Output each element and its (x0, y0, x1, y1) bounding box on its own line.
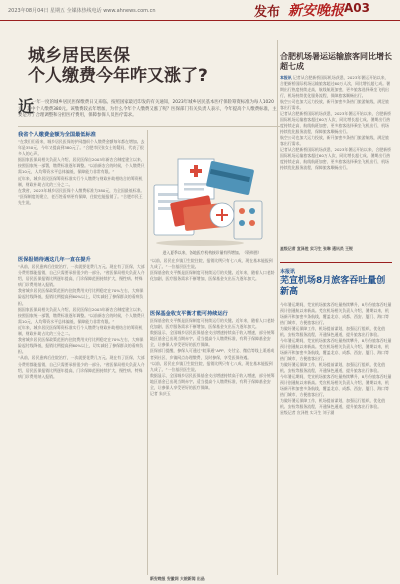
paragraph: 数据显示，全国城乡居民医保基金支出增速持续高于收入增速，部分统筹地区基金已出现当期赤字。适当提高个人缴费标准，有利于保障基金安全，让参保人享受更好的医疗保障。 (150, 330, 275, 348)
paragraph: 今年暑运期间，芜宣机场旅客吞吐量持续攀升，8月份旅客吞吐量预计创通航以来新高。芜宣机场相关负责人介绍，暑期以来，机场新开和加密多条航线，覆盖北京、成都、西安、厦门、海口等热门城市，方便旅客出行。 (280, 374, 392, 397)
side-story-1-body (280, 75, 392, 245)
side-story-2-label: 本报讯 (280, 269, 296, 275)
paragraph: “在我们们看来，城乡居民医保的护网越织个人缴费金额每年都在增加。去年是350元，今年又提高到380元了。”合肥市民张女士的疑问，代表了很多人的心声。 (18, 139, 145, 157)
paragraph: 近年来，城乡居民医保筹资标准实行个人缴费与财政补助相结合的筹资机制，财政补助占比约三分之二。 (18, 175, 143, 187)
reporter-byline: 记者 朱庆玉 (150, 391, 171, 397)
column-2-bottom (150, 318, 276, 574)
paragraph: 航空公司也加大运力投放，新开加密多条热门旅游航线，满足旅客出行需求。 (280, 99, 389, 110)
paragraph: 记者从合肥新桥国际机场获悉，2023年暑运开始以来，合肥新桥国际机场运输旅客超过60万人次，同比增长超七成。暑期出行热度持续走高，航线航班加密，更多旅客选择乘坐飞机出行，机场持续优化服务流程，保障旅客顺畅出行。 (280, 75, 390, 98)
main-headline (28, 46, 278, 86)
page-header (0, 0, 400, 21)
column-1-top (18, 139, 146, 253)
issue-meta: 2023年08月04日 星期五 全媒体热线电话 www.ahnews.com.cn (8, 8, 156, 14)
lead-text: 一年一度的城乡居民医保缴费日又来临。按照国家最近印发的有关通知，2023年城乡居民基本医疗保险筹资标准为每人1020元，其中个人缴费380元。该缴费较去年增加，为什么今年个人缴费又涨了呢？医保部门有关负责人表示，今年提高个人缴费标准，主要是为了合理调整和分担医疗费用，保障参保人员医疗需求。 (18, 100, 277, 119)
paragraph: 在我省，2023年城乡居民医保个人缴费标准为380元，为全国最低标准。 (18, 187, 145, 193)
paragraph: 据国家医保局相关负责人介绍，居民医保自2003年新农合制度建立以来，按照国家统一部署，缴费标准逐年调整。“以前新农合的时候，个人缴费只需10元，人均筹资水平总体偏低，保障能力非常有限。” (18, 157, 145, 175)
paragraph: “从前，居民患病后住院治疗，一次就要花费几万元。现在有了医保，大部分费用都能报销，自己只需要承担很少的一部分。”省医保局相关负责人介绍，居民医保报销比例逐年提高，门诊保障范围持续扩大，慢性病、特殊病门诊费用纳入报销。 (18, 355, 145, 379)
story-separator (280, 262, 392, 263)
column-1-bottom (18, 264, 146, 574)
paragraph: 据国家医保局相关负责人介绍，居民医保自2003年新农合制度建立以来，按照国家统一部署，缴费标准逐年调整。“以前新农合的时候，个人缴费只需10元，人均筹资水平总体偏低，保障能力非常有限。” (18, 306, 145, 324)
subhead-2: 医保报销待遇这几年一直在提升 (18, 257, 91, 263)
medical-insurance-illustration (150, 145, 270, 249)
paragraph: 为做好暑运保障工作，机场提前谋划，加强运行组织，优化值机、安检等服务流程，开通绿色通道，提升旅客出行体验。 (280, 362, 386, 373)
paragraph: 近年来，城乡居民医保筹资标准实行个人缴费与财政补助相结合的筹资机制，财政补助占比约三分之二。 (18, 324, 143, 337)
paragraph: 今年暑运期间，芜宣机场旅客吞吐量持续攀升，8月份旅客吞吐量预计创通航以来新高。芜宣机场相关负责人介绍，暑期以来，机场新开和加密多条航线，覆盖北京、成都、西安、厦门、海口等热门城市，方便旅客出行。 (280, 338, 392, 361)
divider (18, 126, 280, 127)
reporter-byline: 星级记者 宣泽胜 实习生 刘子涵 (280, 410, 335, 415)
side-headline-2: 芜宣机场8月旅客吞吐量创新高 (280, 276, 386, 297)
side-headline-1: 合肥机场暑运运输旅客同比增长超七成 (280, 52, 392, 71)
paragraph: 数据显示，全国城乡居民医保基金支出增速持续高于收入增速，部分统筹地区基金已出现当期赤字。适当提高个人缴费标准，有利于保障基金安全，让参保人享受更好的医疗保障。 (150, 372, 275, 391)
headline-line-1: 城乡居民医保 (28, 46, 130, 66)
column-divider (277, 40, 278, 575)
column-2-top (150, 258, 276, 308)
paragraph: 为做好暑运保障工作，机场提前谋划，加强运行组织，优化值机、安检等服务流程，开通绿色通道，提升旅客出行体验。 (280, 398, 386, 409)
paragraph: “以前，居民在乡镇卫生院住院，报销比例只有七八成，现在基本能报到九成了。”一位基层医生说。 (150, 360, 273, 372)
paragraph: 医保基金收支平衡是医保制度可持续运行的关键。近年来，随着人口老龄化加剧，医疗服务需求不断增加，医保基金支出压力逐年加大。 (150, 270, 275, 282)
column-divider (147, 130, 148, 575)
paragraph: 医保基金收支平衡是医保制度可持续运行的关键。近年来，随着人口老龄化加剧，医疗服务需求不断增加，医保基金支出压力逐年加大。 (150, 318, 275, 330)
story-tag: 本报讯 (280, 75, 292, 80)
paragraph: 航空公司也加大运力投放，新开加密多条热门旅游航线，满足旅客出行需求。 (280, 135, 389, 146)
paragraph: 今年暑运期间，芜宣机场旅客吞吐量持续攀升，8月份旅客吞吐量预计创通航以来新高。芜宣机场相关负责人介绍，暑期以来，机场新开和加密多条航线，覆盖北京、成都、西安、厦门、海口等热门城市，方便旅客出行。 (280, 302, 392, 325)
image-caption: 进入夏季以来，各地医疗机构接诊量有所增加。（资料图） (162, 250, 262, 255)
paragraph: 我省城乡居民医保政策范围内住院费用支付比例稳定在70%左右，大病保险起付线降低，报销比例提高到60%以上，切实减轻了参保群众的看病负担。 (18, 337, 144, 355)
drop-cap: 近 (18, 97, 35, 116)
side-story-2-body (280, 302, 392, 564)
paragraph: 我省城乡居民医保政策范围内住院费用支付比例稳定在70%左右，大病保险起付线降低，报销比例提高到60%以上，切实减轻了参保群众的看病负担。 (18, 288, 144, 306)
paragraph: 医保部门提醒，参保人可通过“皖事通”APP、支付宝、微信等线上渠道或者到社区、乡镇网点办理缴费，及时参保，享受医保待遇。 (150, 348, 275, 360)
paragraph: 记者从合肥新桥国际机场获悉，2023年暑运开始以来，合肥新桥国际机场运输旅客超过60万人次，同比增长超七成。暑期出行热度持续走高，航线航班加密，更多旅客选择乘坐飞机出行，机场持续优化服务流程，保障旅客顺畅出行。 (280, 111, 392, 134)
subhead-1: 我省个人缴费金额为全国最低标准 (18, 132, 96, 138)
paragraph: 为做好暑运保障工作，机场提前谋划，加强运行组织，优化值机、安检等服务流程，开通绿色通道，提升旅客出行体验。 (280, 326, 386, 337)
paragraph: “以前，居民在乡镇卫生院住院，报销比例只有七八成，现在基本能报到九成了。”一位基层医生说。 (150, 258, 273, 270)
headline-line-2: 个人缴费今年咋又涨了? (28, 66, 208, 86)
paragraph: “从前，居民患病后住院治疗，一次就要花费几万元。现在有了医保，大部分费用都能报销，自己只需要承担很少的一部分。”省医保局相关负责人介绍，居民医保报销比例逐年提高，门诊保障范围持续扩大，慢性病、特殊病门诊费用纳入报销。 (18, 264, 145, 288)
subhead-3: 医保基金收支平衡才能可持续运行 (150, 311, 228, 317)
article-lead (18, 97, 280, 120)
section-name: 发布 (254, 5, 281, 20)
newspaper-logo: 新安晚报 (288, 3, 344, 19)
paragraph: 记者从合肥新桥国际机场获悉，2023年暑运开始以来，合肥新桥国际机场运输旅客超过60万人次，同比增长超七成。暑期出行热度持续走高，航线航班加密，更多旅客选择乘坐飞机出行，机场持续优化服务流程，保障旅客顺畅出行。 (280, 147, 392, 170)
page-number: A03 (344, 1, 370, 15)
page-footer: 新安晚报 安徽网 大皖新闻 出品 (150, 576, 205, 581)
side-story-1-byline: 星级记者 宣泽胜 实习生 张琳 通讯员 王锐 (280, 246, 353, 251)
paragraph: “医保制度的建立，老百姓看病更有保障，住院也能报销了。”合肥市民王先生说。 (18, 193, 143, 205)
